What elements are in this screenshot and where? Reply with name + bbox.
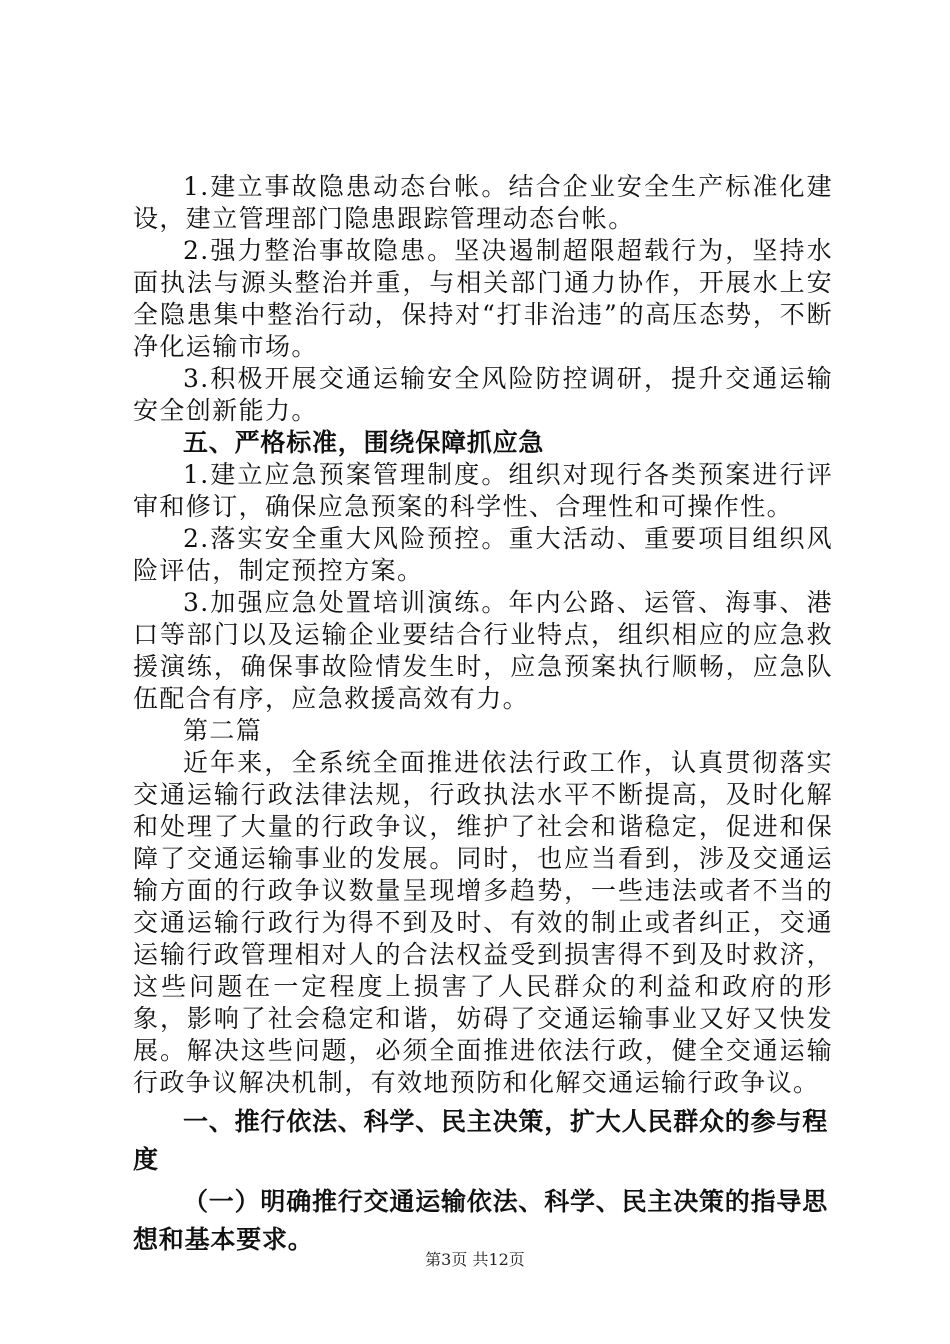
subsection-heading-guiding-ideology: （一）明确推行交通运输依法、科学、民主决策的指导思想和基本要求。 bbox=[133, 1187, 829, 1254]
section-heading-emergency: 五、严格标准，围绕保障抓应急 bbox=[183, 428, 545, 457]
paragraph-emergency-drill: 3.加强应急处置培训演练。年内公路、运管、海事、港口等部门以及运输企业要结合行业特点，组织相应的应急救援演练，确保事故险情发生时，应急预案执行顺畅，应急队伍配合有序，应急救援高效有力。 bbox=[133, 588, 833, 713]
paragraph-risk-research: 3.积极开展交通运输安全风险防控调研，提升交通运输安全创新能力。 bbox=[133, 364, 833, 425]
section-heading-decision-making: 一、推行依法、科学、民主决策，扩大人民群众的参与程度 bbox=[133, 1107, 829, 1174]
paragraph-emergency-plan: 1.建立应急预案管理制度。组织对现行各类预案进行评审和修订，确保应急预案的科学性、合理性和可操作性。 bbox=[133, 460, 833, 521]
document-body bbox=[133, 171, 833, 1259]
part-two-label: 第二篇 bbox=[183, 716, 263, 745]
page-number-footer: 第3页 共12页 bbox=[425, 1250, 525, 1269]
paragraph-hazard-rectification: 2.强力整治事故隐患。坚决遏制超限超载行为，坚持水面执法与源头整治并重，与相关部门通力协作，开展水上安全隐患集中整治行动，保持对“打非治违”的高压态势，不断净化运输市场。 bbox=[133, 236, 833, 361]
paragraph-hazard-ledger: 1.建立事故隐患动态台帐。结合企业安全生产标准化建设，建立管理部门隐患跟踪管理动态台帐。 bbox=[133, 172, 833, 233]
paragraph-administrative-disputes: 近年来，全系统全面推进依法行政工作，认真贯彻落实交通运输行政法律法规，行政执法水平不断提高，及时化解和处理了大量的行政争议，维护了社会和谐稳定，促进和保障了交通运输事业的发展。同时，也应当看到，涉及交通运输方面的行政争议数量呈现增多趋势，一些违法或者不当的交通运输行政行为得不到及时、有效的制止或者纠正，交通运输行政管理相对人的合法权益受到损害得不到及时救济，这些问题在一定程度上损害了人民群众的利益和政府的形象，影响了社会稳定和谐，妨碍了交通运输事业又好又快发展。解决这些问题，必须全面推进依法行政，健全交通运输行政争议解决机制，有效地预防和化解交通运输行政争议。 bbox=[133, 748, 833, 1097]
paragraph-risk-control: 2.落实安全重大风险预控。重大活动、重要项目组织风险评估，制定预控方案。 bbox=[133, 524, 833, 585]
